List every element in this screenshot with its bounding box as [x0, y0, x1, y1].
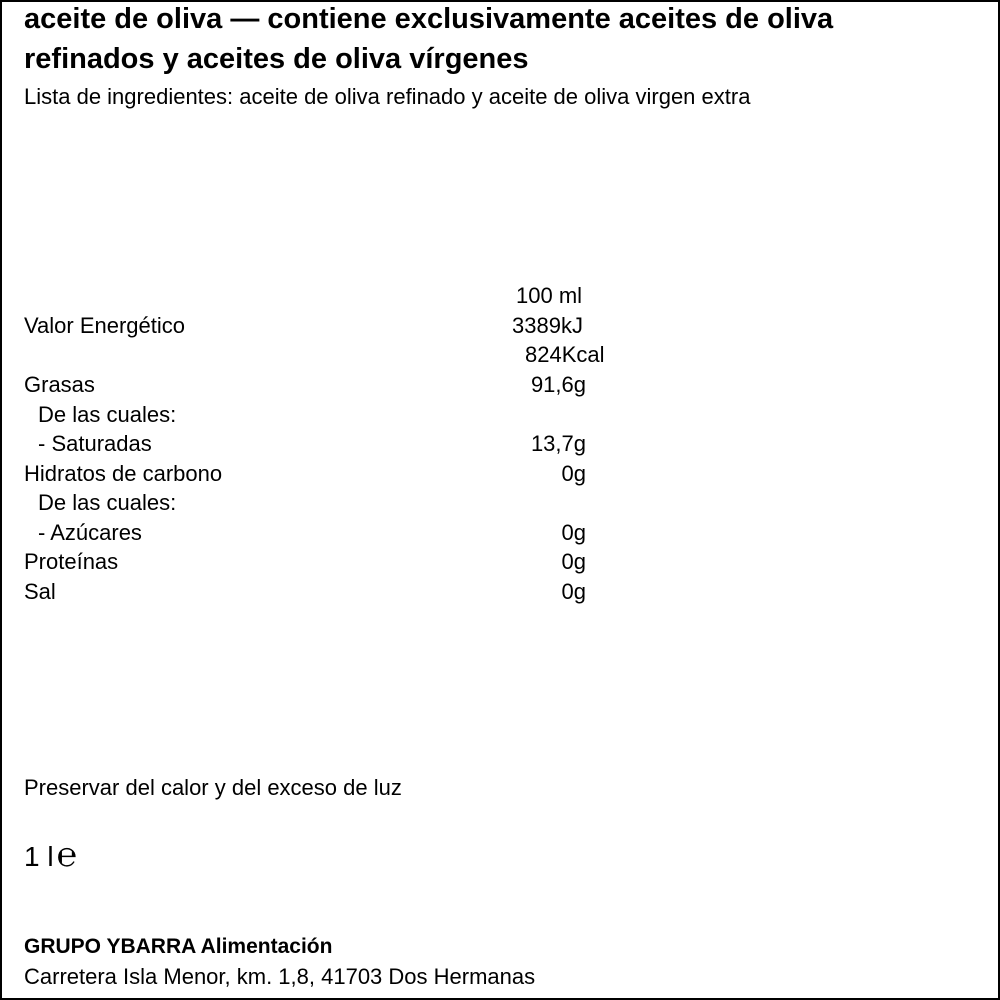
carbs-value: 0g	[561, 461, 586, 486]
ingredients-list: Lista de ingredientes: aceite de oliva refinado y aceite de oliva virgen extra	[24, 84, 751, 109]
fat-of-which-label: De las cuales:	[38, 402, 177, 427]
energy-label: Valor Energético	[24, 313, 186, 338]
storage-instructions: Preservar del calor y del exceso de luz	[24, 775, 402, 800]
product-title-line1: aceite de oliva — contiene exclusivamente aceites de oliva	[24, 3, 834, 35]
energy-kj-value: 3389kJ	[512, 313, 583, 338]
net-volume	[24, 838, 77, 874]
product-title-line2: refinados y aceites de oliva vírgenes	[24, 43, 529, 75]
salt-value: 0g	[561, 579, 586, 604]
company-name: GRUPO YBARRA Alimentación	[24, 935, 333, 958]
carbs-label: Hidratos de carbono	[24, 461, 223, 486]
saturated-value: 13,7g	[530, 431, 586, 456]
carbs-of-which-label: De las cuales:	[38, 490, 177, 515]
energy-kcal-value: 824Kcal	[525, 342, 605, 367]
sugars-label: - Azúcares	[38, 520, 142, 545]
salt-label: Sal	[24, 579, 56, 604]
protein-label: Proteínas	[24, 549, 119, 574]
e-mark-icon: ℮	[56, 836, 77, 874]
volume-amount: 1 l	[24, 841, 54, 872]
company-address: Carretera Isla Menor, km. 1,8, 41703 Dos Hermanas	[24, 964, 536, 989]
saturated-label: - Saturadas	[38, 431, 152, 456]
sugars-value: 0g	[561, 520, 586, 545]
fat-label: Grasas	[24, 372, 95, 397]
protein-value: 0g	[561, 549, 586, 574]
fat-value: 91,6g	[530, 372, 586, 397]
nutrition-header: 100 ml	[516, 283, 583, 308]
